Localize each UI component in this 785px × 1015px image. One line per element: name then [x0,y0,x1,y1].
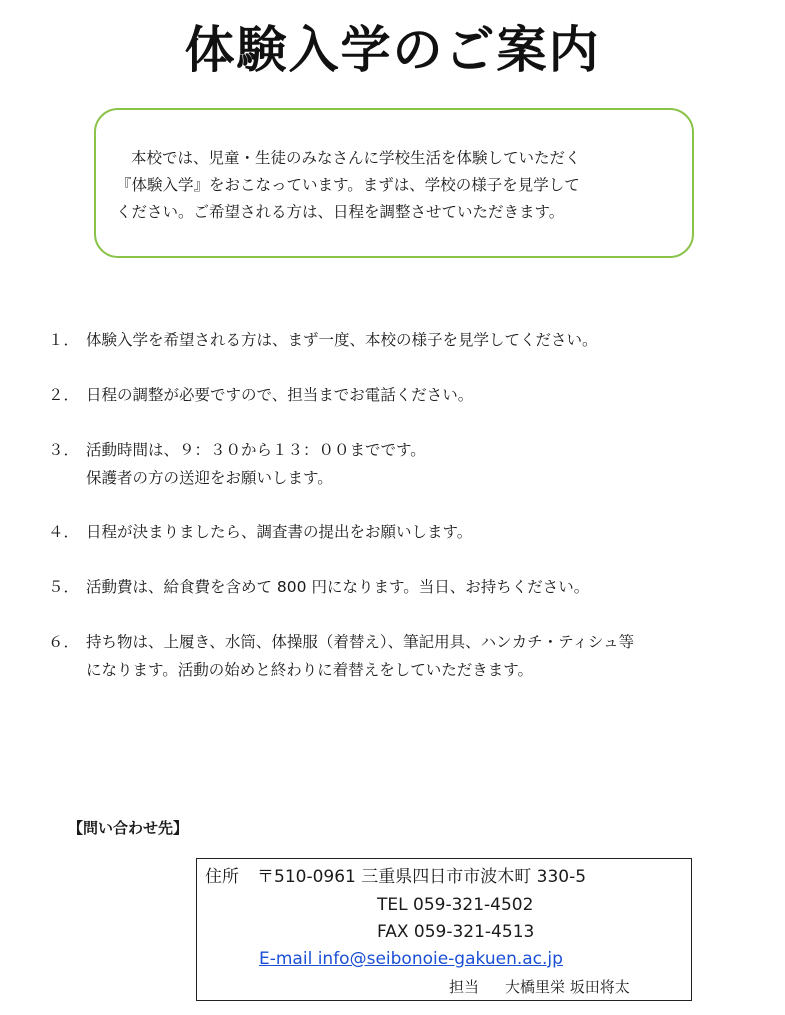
contact-box [196,858,692,1001]
item-number: ３． [48,441,80,459]
fax-text: FAX 059-321-4513 [377,922,535,942]
address-text: 〒510-0961 三重県四日市市波木町 330-5 [257,867,587,887]
item-text: 持ち物は、上履き、水筒、体操服（着替え）、筆記用具、ハンカチ・ティシュ等 [86,633,635,651]
item-text-continued: になります。活動の始めと終わりに着替えをしていただきます。 [86,661,534,679]
person-label: 担当 [449,978,480,996]
intro-line-3: ください。ご希望される方は、日程を調整させていただきます。 [116,203,565,221]
item-number: ２． [48,386,80,404]
item-text: 活動時間は、９：３０から１３：００までです。 [86,441,426,459]
inquiry-label: 【問い合わせ先】 [68,819,189,837]
list-item [48,628,634,684]
item-number: １． [48,331,80,349]
list-item [48,436,426,492]
person-names: 大橋里栄 坂田将太 [505,978,630,996]
list-item [48,381,473,409]
list-item [48,518,472,546]
address-label: 住所 [205,867,239,887]
item-number: ４． [48,523,80,541]
tel-text: TEL 059-321-4502 [377,895,534,915]
page-title: 体験入学のご案内 [184,21,601,79]
item-text: 活動費は、給食費を含めて 800 円になります。当日、お持ちください。 [86,578,590,596]
item-text-continued: 保護者の方の送迎をお願いします。 [86,469,333,487]
list-item [48,326,598,354]
intro-line-1: 本校では、児童・生徒のみなさんに学校生活を体験していただく [131,149,581,167]
item-number: ６． [48,633,80,651]
intro-line-2: 『体験入学』をおこなっています。まずは、学校の様子を見学して [116,176,580,194]
email-link[interactable]: E-mail info@seibonoie-gakuen.ac.jp [259,949,563,969]
intro-box [94,108,694,258]
item-text: 日程の調整が必要ですので、担当までお電話ください。 [86,386,474,404]
item-text: 日程が決まりましたら、調査書の提出をお願いします。 [86,523,473,541]
list-item [48,573,589,601]
item-text: 体験入学を希望される方は、まず一度、本校の様子を見学してください。 [86,331,598,349]
item-number: ５． [48,578,80,596]
